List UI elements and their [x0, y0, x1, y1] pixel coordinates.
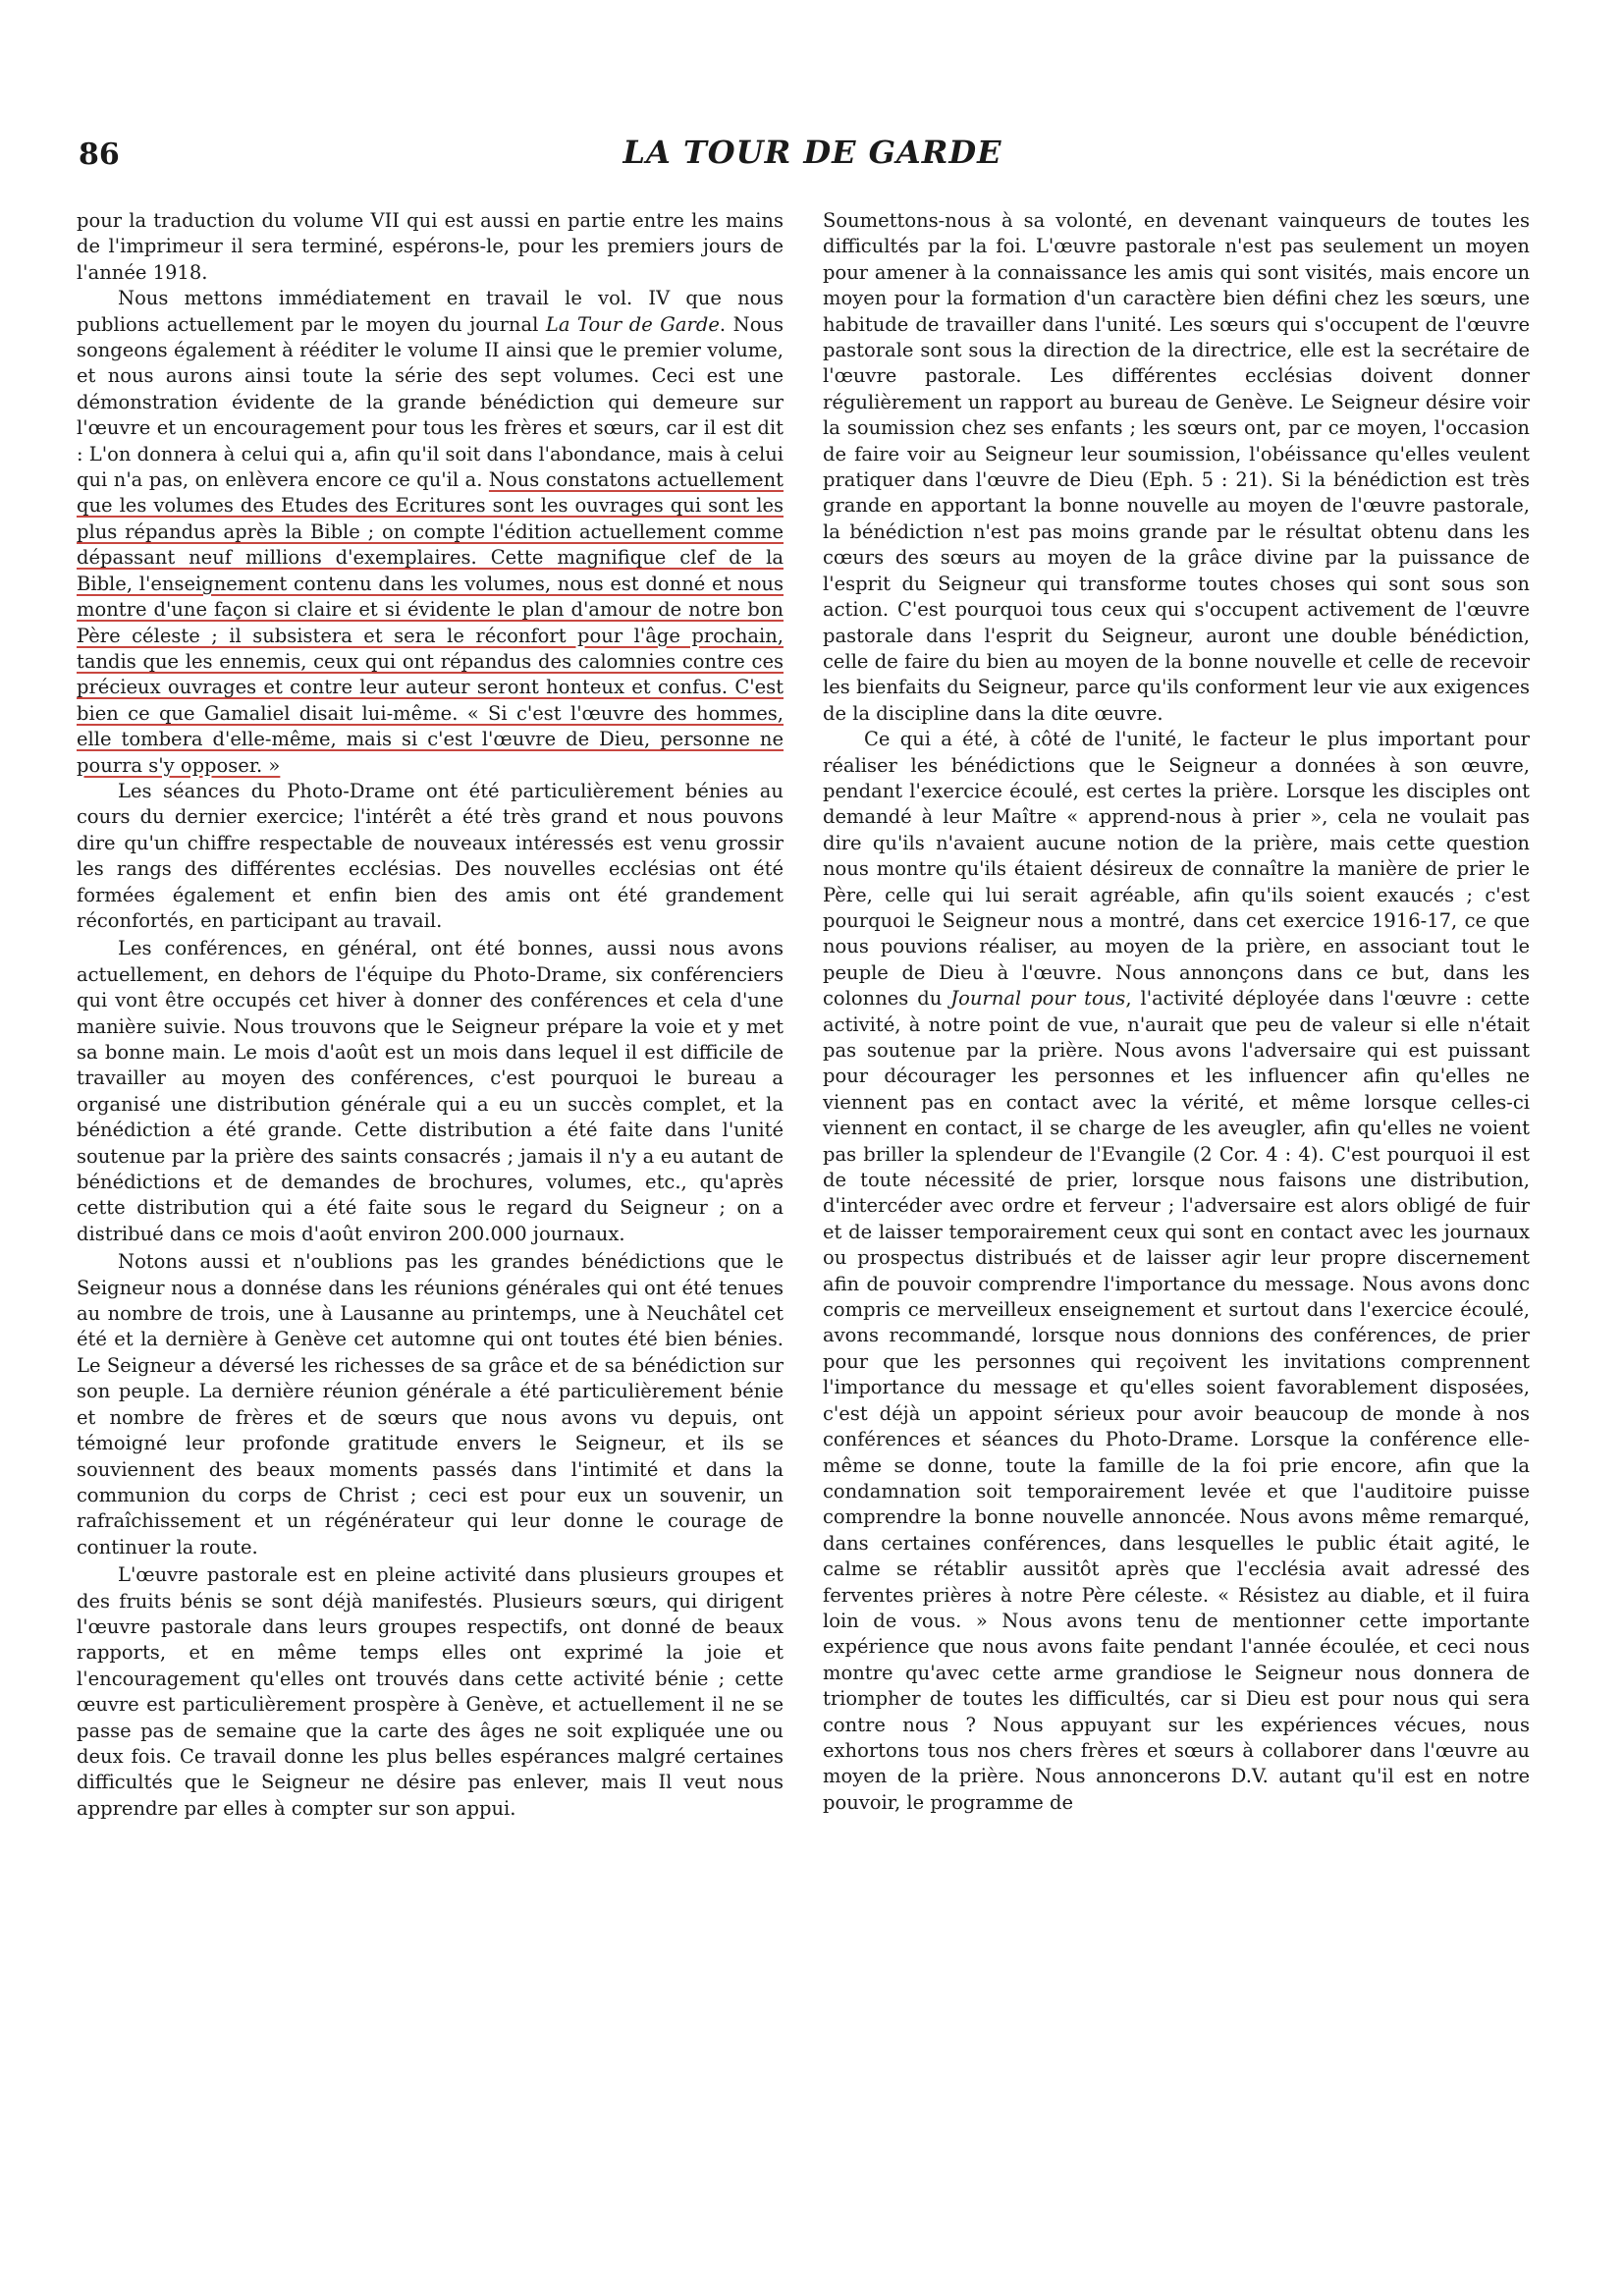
paragraph: pour la traduction du volume VII qui est aussi en partie entre les mains de l'imprimeur il sera terminé, espérons-le, pour les premiers jours de l'année 1918. — [77, 209, 784, 284]
paragraph: Les conférences, en général, ont été bonnes, aussi nous avons actuellement, en dehors de l'équipe du Photo-Drame, six conférenciers qui vont être occupés cet hiver à donner des conférences et cela d'une manière suivie. Nous trouvons que le Seigneur prépare la voie et y met sa bonne main. Le mois d'août est un mois dans lequel il est difficile de travailler au moyen des conférences, c'est pourquoi le bureau a organisé une distribution générale qui a eu un succès complet, et la bénédiction a été grande. Cette distribution a été faite dans l'unité soutenue par la prière des saints consacrés ; jamais il n'y a eu autant de bénédictions et de demandes de brochures, volumes, etc., qu'après cette distribution qui a été faite sous le regard du Seigneur ; on a distribué dans ce mois d'août environ 200.000 journaux. — [77, 937, 784, 1245]
page-header — [79, 130, 1546, 179]
journal-title: Journal pour tous — [950, 987, 1126, 1011]
paragraph-text: Nous mettons immédiatement en travail le vol. IV que nous publions actuellement par le moyen du journal — [77, 287, 784, 336]
paragraph-text: . Nous songeons également à rééditer le volume II ainsi que le premier volume, et nous aurons ainsi toute la série des sept volumes. Ceci est une démonstration évidente de la grande bénédiction qui demeure sur l'œuvre et un encouragement pour tous les frères et sœurs, car il est dit : L'on donnera à celui qui a, afin qu'il soit dans l'abondance, mais à celui qui n'a pas, on enlèvera encore ce qu'il a. — [77, 312, 784, 492]
paragraph — [823, 727, 1530, 1816]
left-column — [77, 208, 784, 1822]
paragraph: Les séances du Photo-Drame ont été particulièrement bénies au cours du dernier exercice; l'intérêt a été très grand et nous pouvons dire qu'un chiffre respectable de nouveaux intéressés est venu grossir les rangs des différentes ecclésias. Des nouvelles ecclésias ont été formées également et enfin bien des amis ont été grandement réconfortés, en participant au travail. — [77, 779, 784, 932]
paragraph: L'œuvre pastorale est en pleine activité dans plusieurs groupes et des fruits bénis se sont déjà manifestés. Plusieurs sœurs, qui dirigent l'œuvre pastorale dans leurs groupes respectifs, ont donné de beaux rapports, et en même temps elles ont exprimé la joie et l'encouragement qu'elles ont trouvés dans cette activité bénie ; cette œuvre est particulièrement prospère à Genève, et actuellement il ne se passe pas de semaine que la carte des âges ne soit expliquée une ou deux fois. Ce travail donne les plus belles espérances malgré certaines difficultés que le Seigneur ne désire pas enlever, mais Il veut nous apprendre par elles à compter sur son appui. — [77, 1563, 784, 1820]
journal-title: La Tour de Garde — [545, 312, 720, 336]
right-column — [823, 208, 1530, 1816]
running-title: LA TOUR DE GARDE — [622, 134, 1002, 171]
page-number: 86 — [79, 137, 120, 172]
paragraph: Notons aussi et n'oublions pas les grandes bénédictions que le Seigneur nous a donnése dans les réunions générales qui ont été tenues au nombre de trois, une à Lausanne au printemps, une à Neuchâtel cet été et la dernière à Genève cet automne qui ont toutes été bien bénies. Le Seigneur a déversé les richesses de sa grâce et de sa bénédiction sur son peuple. La dernière réunion générale a été particulièrement bénie et nombre de frères et de sœurs que nous avons vu depuis, ont témoigné leur profonde gratitude envers le Seigneur, et ils se souviennent des beaux moments passés dans l'intimité et dans la communion du corps de Christ ; ceci est pour eux un souvenir, un rafraîchissement et un régénérateur qui leur donne le courage de continuer la route. — [77, 1250, 784, 1558]
paragraph-text: , l'activité déployée dans l'œuvre : cette activité, à notre point de vue, n'aurait que peu de valeur si elle n'était pas soutenue par la prière. Nous avons l'adversaire qui est puissant pour décourager les personnes et les influencer afin qu'elles ne viennent pas en contact avec la vérité, et même lorsque celles-ci viennent en contact, il se charge de les aveugler, afin qu'elles ne voient pas briller la splendeur de l'Evangile (2 Cor. 4 : 4). C'est pourquoi il est de toute nécessité de prier, lorsque nous faisons une distribution, d'intercéder avec ordre et ferveur ; l'adversaire est alors obligé de fuir et de laisser temporairement ceux qui sont en contact avec les journaux ou prospectus distribués et de laisser agir leur propre discernement afin de pouvoir comprendre l'importance du message. Nous avons donc compris ce merveilleux enseignement et surtout dans l'exercice écoulé, avons recommandé, lorsque nous donnions des conférences, de prier pour que les personnes qui reçoivent les invitations comprennent l'importance du message et qu'elles soient favorablement disposées, c'est déjà un appoint sérieux pour avoir beaucoup de monde à nos conférences et séances du Photo-Drame. Lorsque la conférence elle-même se donne, toute la famille de la foi prie encore, afin que la condamnation soit temporairement levée et que l'auditoire puisse comprendre la bonne nouvelle annoncée. Nous avons même remarqué, dans certaines conférences, dans lesquelles le public était agité, le calme se rétablir aussitôt après que l'ecclésia avait adressé des ferventes prières à notre Père céleste. « Résistez au diable, et il fuira loin de vous. » Nous avons tenu de mentionner cette importante expérience que nous avons faite pendant l'année écoulée, et ceci nous montre qu'avec cette arme grandiose le Seigneur nous donnera de triompher de toutes les difficultés, car si Dieu est pour nous qui sera contre nous ? Nous appuyant sur les expériences vécues, nous exhortons tous nos chers frères et sœurs à collaborer dans l'œuvre au moyen de la prière. Nous annoncerons D.V. autant qu'il est en notre pouvoir, le programme de — [823, 987, 1530, 1814]
paragraph — [77, 286, 784, 779]
paragraph: Soumettons-nous à sa volonté, en devenant vainqueurs de toutes les difficultés par la foi. L'œuvre pastorale n'est pas seulement un moyen pour amener à la connaissance les amis qui sont visités, mais encore un moyen pour la formation d'un caractère bien défini chez les sœurs, une habitude de travailler dans l'unité. Les sœurs qui s'occupent de l'œuvre pastorale sont sous la direction de la directrice, elle est la secrétaire de l'œuvre pastorale. Les différentes ecclésias doivent donner régulièrement un rapport au bureau de Genève. Le Seigneur désire voir la soumission chez ses enfants ; les sœurs ont, par ce moyen, l'occasion de faire voir au Seigneur leur soumission, l'obéissance qu'elles veulent pratiquer dans l'œuvre de Dieu (Eph. 5 : 21). Si la bénédiction est très grande en apportant la bonne nouvelle au moyen de l'œuvre pastorale, la bénédiction n'est pas moins grande par le résultat obtenu dans les cœurs des sœurs au moyen de la grâce divine par la puissance de l'esprit du Seigneur qui transforme toutes choses qui sont sous son action. C'est pourquoi tous ceux qui s'occupent activement de l'œuvre pastorale dans l'esprit du Seigneur, auront une double bénédiction, celle de faire du bien au moyen de la bonne nouvelle et celle de recevoir les bienfaits du Seigneur, parce qu'ils conforment leur vie aux exigences de la discipline dans la dite œuvre. — [823, 209, 1530, 725]
paragraph-text: Ce qui a été, à côté de l'unité, le facteur le plus important pour réaliser les bénédictions que le Seigneur a données à son œuvre, pendant l'exercice écoulé, est certes la prière. Lorsque les disciples ont demandé à leur Maître « apprend-nous à prier », cela ne voulait pas dire qu'ils n'avaient aucune notion de la prière, mais cette question nous montre qu'ils étaient désireux de connaître la manière de prier le Père, celle qui lui serait agréable, afin qu'ils soient exaucés ; c'est pourquoi le Seigneur nous a montré, dans cet exercice 1916-17, ce que nous pouvions réaliser, au moyen de la prière, en associant tout le peuple de Dieu à l'œuvre. Nous annonçons dans ce but, dans les colonnes du — [823, 728, 1530, 1011]
underlined-passage: Nous constatons actuellement que les volumes des Etudes des Ecritures sont les ouvrages qui sont les plus répandus après la Bible ; on compte l'édition actuellement comme dépassant neuf millions d'exemplaires. Cette magnifique clef de la Bible, l'enseignement contenu dans les volumes, nous est donné et nous montre d'une façon si claire et si évidente le plan d'amour de notre bon Père céleste ; il subsistera et sera le réconfort pour l'âge prochain, tandis que les ennemis, ceux qui ont répandus des calomnies contre ces précieux ouvrages et contre leur auteur seront honteux et confus. C'est bien ce que Gamaliel disait lui-même. « Si c'est l'œuvre des hommes, elle tombera d'elle-même, mais si c'est l'œuvre de Dieu, personne ne pourra s'y opposer. » — [77, 468, 784, 777]
